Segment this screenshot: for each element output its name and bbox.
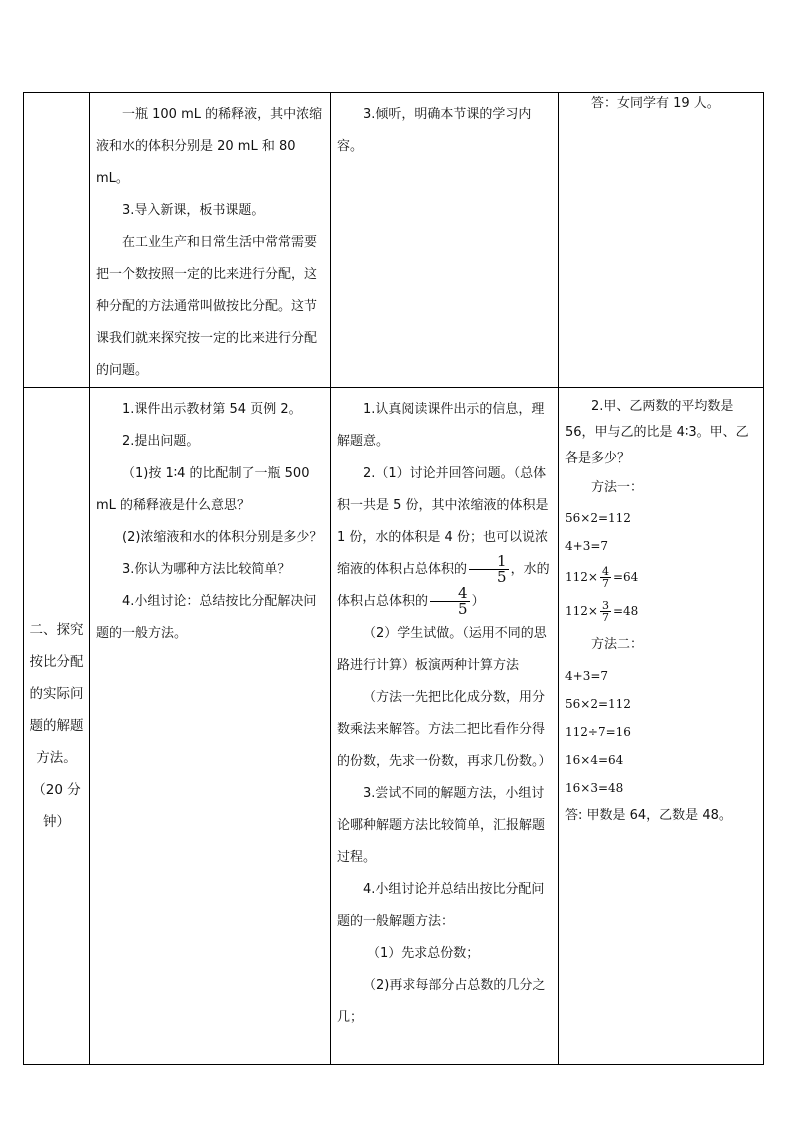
paragraph-text: ，水的体积占总体积的 — [337, 562, 550, 609]
paragraph: 3.倾听，明确本节课的学习内容。 — [337, 107, 532, 154]
paragraph: 1.认真阅读课件出示的信息，理解题意。 — [337, 402, 545, 449]
teacher-activity-cell — [90, 388, 331, 1065]
paragraph: 3.导入新课，板书课题。 — [122, 203, 265, 218]
question-text: 2.甲、乙两数的平均数是 56，甲与乙的比是 4∶3。甲、乙各是多少？ — [565, 399, 749, 466]
lesson-plan-table — [23, 92, 764, 1065]
paragraph — [337, 458, 552, 618]
fraction-denominator: 7 — [601, 611, 609, 624]
fraction-denominator: 5 — [497, 568, 507, 586]
stage-cell — [24, 388, 90, 1065]
equation — [565, 594, 757, 628]
equation: 4+3=7 — [565, 669, 609, 683]
answer-text: 答: 甲数是 64，乙数是 48。 — [565, 808, 732, 823]
fraction-denominator: 7 — [601, 577, 609, 590]
equation: 4+3=7 — [565, 539, 609, 553]
paragraph: 在工业生产和日常生活中常常需要把一个数按照一定的比来进行分配，这种分配的方法通常叫做按比分配。这节课我们就来探究按一定的比来进行分配的问题。 — [96, 235, 318, 378]
fraction-numerator: 4 — [430, 586, 470, 602]
paragraph: （2）学生试做。（运用不同的思路进行计算）板演两种计算方法 — [337, 626, 547, 673]
equation — [565, 560, 757, 594]
student-activity-cell — [331, 93, 559, 388]
paragraph: 4.小组讨论：总结按比分配解决问题的一般方法。 — [96, 594, 317, 641]
fraction-numerator: 1 — [469, 554, 509, 570]
paragraph: 3.尝试不同的解题方法，小组讨论哪种解题方法比较简单，汇报解题过程。 — [337, 786, 546, 865]
paragraph-text: ） — [471, 594, 485, 609]
paragraph: （方法一先把比化成分数，用分数乘法来解答。方法二把比看作分得的份数，先求一份数，再求几份数。） — [337, 690, 552, 769]
paragraph-text: 2.（1）讨论并回答问题。（总体积一共是 5 份，其中浓缩液的体积是 1 份，水的体积是 4 份；也可以说浓缩液的体积占总体积的 — [337, 466, 549, 577]
paragraph: (2)浓缩液和水的体积分别是多少？ — [122, 530, 323, 545]
fraction-numerator: 4 — [601, 565, 609, 578]
fraction — [469, 554, 509, 585]
exercise-cell — [559, 93, 764, 388]
fraction — [600, 600, 611, 623]
table-row — [24, 388, 764, 1065]
paragraph: （1）先求总份数； — [367, 946, 480, 961]
equation: 16×4=64 — [565, 753, 624, 767]
fraction — [600, 566, 611, 589]
paragraph: 2.提出问题。 — [122, 434, 200, 449]
stage-cell — [24, 93, 90, 388]
fraction-numerator: 3 — [601, 599, 609, 612]
equation-text: 112× — [565, 570, 598, 584]
paragraph: （2)再求每部分占总数的几分之几； — [337, 978, 546, 1025]
paragraph: （1)按 1∶4 的比配制了一瓶 500 mL 的稀释液是什么意思？ — [96, 466, 310, 513]
equation: 112÷7=16 — [565, 725, 631, 739]
equation: 56×2=112 — [565, 697, 631, 711]
paragraph: 1.课件出示教材第 54 页例 2。 — [122, 402, 302, 417]
exercise-cell — [559, 388, 764, 1065]
paragraph: 4.小组讨论并总结出按比分配问题的一般解题方法： — [337, 882, 545, 929]
method-title: 方法二： — [591, 637, 644, 652]
fraction — [430, 586, 470, 617]
fraction-denominator: 5 — [458, 600, 468, 618]
paragraph: 一瓶 100 mL 的稀释液，其中浓缩液和水的体积分别是 20 mL 和 80 mL。 — [96, 107, 323, 186]
table-row — [24, 93, 764, 388]
answer-text: 答：女同学有 19 人。 — [591, 96, 720, 111]
equation: 56×2=112 — [565, 511, 631, 525]
student-activity-cell — [331, 388, 559, 1065]
equation-text: =48 — [612, 604, 639, 618]
method-title: 方法一： — [591, 480, 644, 495]
teacher-activity-cell — [90, 93, 331, 388]
equation-text: =64 — [612, 570, 639, 584]
equation-text: 112× — [565, 604, 598, 618]
stage-text: 二、探究按比分配的实际问题的解题方法。（20 分钟） — [29, 622, 84, 830]
paragraph: 3.你认为哪种方法比较简单？ — [122, 562, 291, 577]
equation: 16×3=48 — [565, 781, 624, 795]
